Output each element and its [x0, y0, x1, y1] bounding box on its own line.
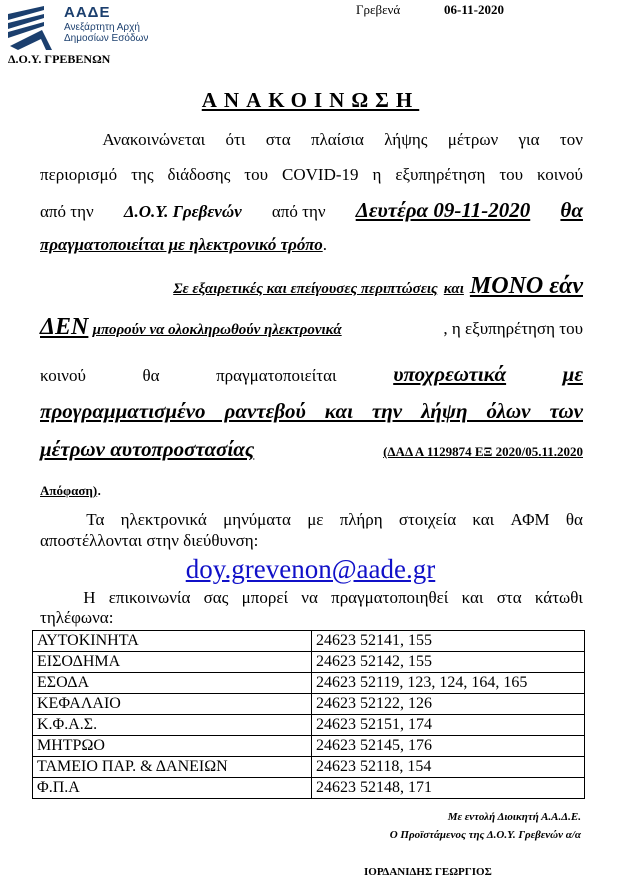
aade-logo-icon	[8, 6, 56, 50]
p1-line1	[40, 130, 583, 150]
word: περιορισμό	[40, 165, 118, 184]
word: του	[244, 165, 269, 184]
table-row	[33, 778, 585, 799]
word: με	[562, 362, 583, 386]
p3-line1	[40, 510, 583, 530]
decision-ref: (ΔΑΔ Α 1129874 ΕΞ 2020/05.11.2020	[383, 444, 583, 459]
word: θα	[142, 366, 160, 385]
p2-line6	[40, 480, 583, 500]
word: και	[461, 588, 484, 607]
place-label: Γρεβενά	[356, 2, 401, 17]
table-row	[33, 715, 585, 736]
word: Ανακοινώνεται	[102, 130, 206, 149]
p2-line5	[40, 437, 583, 462]
text: από την	[271, 202, 326, 221]
word: κοινού	[40, 366, 86, 385]
signature-authority: Με εντολή Διοικητή Α.Α.Δ.Ε.	[447, 811, 581, 823]
word: εξυπηρέτηση	[395, 165, 486, 184]
word: να	[301, 588, 318, 607]
word: θα	[565, 510, 583, 529]
dept-cell: Φ.Π.Α	[33, 778, 312, 799]
text: από την	[40, 202, 94, 221]
cannot: ΔΕΝ	[40, 314, 89, 340]
word: επικοινωνία	[108, 588, 191, 607]
word: σας	[203, 588, 229, 607]
electronic-mode: πραγματοποιείται με ηλεκτρονικό τρόπο	[40, 235, 323, 254]
office-emphasis: Δ.Ο.Υ. Γρεβενών	[123, 202, 242, 221]
p2-line1	[40, 273, 583, 300]
phone-cell: 24623 52118, 154	[312, 757, 585, 778]
word: κοινού	[537, 165, 583, 184]
phone-cell: 24623 52142, 155	[312, 652, 585, 673]
word: στα	[496, 588, 522, 607]
word: πραγματοποιείται	[216, 366, 337, 385]
word: η	[372, 165, 382, 184]
word: στοιχεία	[398, 510, 457, 529]
p2-line2	[40, 314, 583, 341]
p3-line2: αποστέλλονται στην διεύθυνση:	[40, 531, 259, 550]
word: μπορεί	[241, 588, 289, 607]
word: λήψης	[384, 130, 428, 149]
dept-cell: ΚΕΦΑΛΑΙΟ	[33, 694, 312, 715]
table-row	[33, 673, 585, 694]
word: για	[518, 130, 540, 149]
word: ότι	[225, 130, 246, 149]
phone-cell: 24623 52151, 174	[312, 715, 585, 736]
decision-ref-end: Απόφαση)	[40, 483, 98, 498]
signature-name: ΙΟΡΔΑΝΙΔΗΣ ΓΕΩΡΓΙΟΣ	[364, 866, 492, 878]
signature-title: Ο Προϊστάμενος της Δ.Ο.Υ. Γρεβενών α/α	[389, 829, 581, 841]
logo-subtitle-line2: Δημοσίων Εσόδων	[64, 33, 149, 44]
email-link[interactable]: doy.grevenon@aade.gr	[185, 554, 436, 584]
exceptional-cases: Σε εξαιρετικές και επείγουσες περιπτώσεις	[173, 281, 438, 297]
phone-cell: 24623 52122, 126	[312, 694, 585, 715]
phone-cell: 24623 52148, 171	[312, 778, 585, 799]
p1-line2	[40, 165, 583, 185]
table-row	[33, 631, 585, 652]
table-row	[33, 694, 585, 715]
cannot-complete: μπορούν να ολοκληρωθούν ηλεκτρονικά	[92, 322, 342, 338]
word: πλήρη	[339, 510, 383, 529]
table-row	[33, 652, 585, 673]
mandatory: υποχρεωτικά	[393, 362, 507, 386]
word: κάτωθι	[534, 588, 583, 607]
p3-line3	[40, 588, 583, 608]
word: COVID-19	[282, 165, 359, 184]
p2-line4	[40, 399, 583, 424]
period: .	[322, 235, 327, 254]
word: ηλεκτρονικά	[120, 510, 207, 529]
logo-subtitle	[64, 22, 148, 44]
text: θα	[560, 198, 583, 222]
table-row	[33, 736, 585, 757]
word: μέτρων	[447, 130, 499, 149]
word: τον	[559, 130, 583, 149]
self-protection: μέτρων αυτοπροστασίας	[40, 437, 255, 461]
text: , η εξυπηρέτηση του	[443, 319, 583, 338]
word: και	[472, 510, 495, 529]
word: πλαίσια	[310, 130, 364, 149]
p1-line4	[40, 235, 583, 255]
dept-cell: ΑΥΤΟΚΙΝΗΤΑ	[33, 631, 312, 652]
word: στα	[265, 130, 291, 149]
contacts-table	[32, 630, 585, 799]
word: Η	[83, 588, 96, 607]
logo-subtitle-line1: Ανεξάρτητη Αρχή	[64, 22, 140, 33]
word: μηνύματα	[223, 510, 291, 529]
p1-line3	[40, 198, 583, 223]
period: .	[97, 480, 102, 499]
text: και	[443, 281, 464, 297]
dept-cell: ΤΑΜΕΙΟ ΠΑΡ. & ΔΑΝΕΙΩΝ	[33, 757, 312, 778]
dept-cell: ΕΙΣΟΔΗΜΑ	[33, 652, 312, 673]
phone-cell: 24623 52145, 176	[312, 736, 585, 757]
word: με	[307, 510, 324, 529]
tax-office-name: Δ.Ο.Υ. ΓΡΕΒΕΝΩΝ	[8, 52, 111, 66]
p2-line3	[40, 362, 583, 387]
word: διάδοσης	[167, 165, 231, 184]
word: πραγματοποιηθεί	[331, 588, 449, 607]
page-title: ΑΝΑΚΟΙΝΩΣΗ	[201, 88, 420, 112]
p3-line4: τηλέφωνα:	[40, 608, 114, 627]
phone-cell: 24623 52119, 123, 124, 164, 165	[312, 673, 585, 694]
word: ΑΦΜ	[510, 510, 550, 529]
dept-cell: ΕΣΟΔΑ	[33, 673, 312, 694]
table-row	[33, 757, 585, 778]
dept-cell: Κ.Φ.Α.Σ.	[33, 715, 312, 736]
phone-cell: 24623 52141, 155	[312, 631, 585, 652]
word: Τα	[86, 510, 105, 529]
only-if: ΜΟΝΟ εάν	[469, 273, 583, 299]
appointment-text: προγραμματισμένο ραντεβού και την λήψη όλων των	[40, 399, 583, 423]
effective-date: Δευτέρα 09-11-2020	[355, 198, 531, 222]
word: της	[131, 165, 154, 184]
logo-title: ΑΑΔΕ	[64, 4, 111, 21]
word: του	[499, 165, 524, 184]
dept-cell: ΜΗΤΡΩΟ	[33, 736, 312, 757]
document-date: 06-11-2020	[444, 2, 504, 17]
